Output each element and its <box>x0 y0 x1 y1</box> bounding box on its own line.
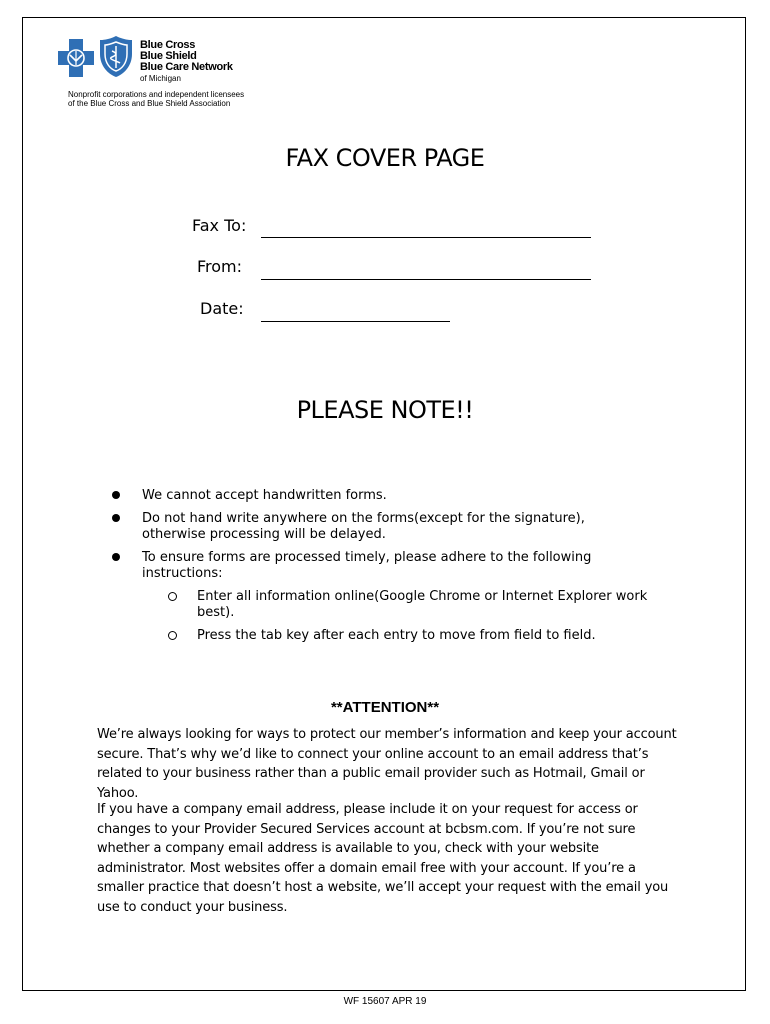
list-item <box>110 550 670 582</box>
blue-cross-icon <box>58 38 94 78</box>
list-item-text: We cannot accept handwritten forms. <box>142 488 387 503</box>
blue-shield-icon <box>98 34 134 78</box>
circle-bullet-icon <box>168 592 177 601</box>
from-label: From: <box>197 257 243 276</box>
bullet-icon <box>112 553 120 561</box>
list-item-text: Do not hand write anywhere on the forms(except for the signature), otherwise processing will be delayed. <box>142 511 585 542</box>
from-field[interactable] <box>261 279 591 280</box>
date-label: Date: <box>200 299 244 318</box>
attention-paragraph-2: If you have a company email address, please include it on your request for access or changes to your Provider Secured Services account at bcbsm.com. If you’re not sure whether a company email address is available to you, check with your website administrator. Most websites offer a domain email free with your account. If you’re a smaller practice that doesn’t host a website, we’ll accept your request with the email you use to conduct your business. <box>97 802 669 915</box>
fax-to-label: Fax To: <box>192 216 247 235</box>
brand-line-4: of Michigan <box>140 74 181 83</box>
sub-list-item <box>110 589 670 621</box>
attention-paragraph-1: We’re always looking for ways to protect our member’s information and keep your account secure. That’s why we’d like to connect your online account to an email address that’s related to your business rather than a public email provider such as Hotmail, Gmail or Yahoo. <box>97 727 677 801</box>
date-field[interactable] <box>261 321 450 322</box>
licensee-statement <box>68 90 244 108</box>
licensee-line-1: Nonprofit corporations and independent licensees <box>68 90 245 99</box>
circle-bullet-icon <box>168 631 177 640</box>
attention-heading: **ATTENTION** <box>330 699 440 716</box>
brand-name <box>140 40 233 84</box>
page-title: FAX COVER PAGE <box>285 144 485 172</box>
sub-list-item-text: Enter all information online(Google Chrome or Internet Explorer work best). <box>197 589 648 620</box>
licensee-line-2: of the Blue Cross and Blue Shield Association <box>68 99 231 108</box>
list-item <box>110 488 670 504</box>
sub-list-item <box>110 628 670 644</box>
list-item-text: To ensure forms are processed timely, please adhere to the following instructions: <box>142 550 592 581</box>
please-note-heading: PLEASE NOTE!! <box>296 396 474 424</box>
fax-to-field[interactable] <box>261 237 591 238</box>
bullet-icon <box>112 491 120 499</box>
brand-line-2: Blue Shield <box>140 50 197 62</box>
bullet-icon <box>112 514 120 522</box>
note-list <box>110 488 670 651</box>
brand-line-1: Blue Cross <box>140 39 196 51</box>
form-number: WF 15607 APR 19 <box>343 996 427 1007</box>
list-item <box>110 511 670 543</box>
sub-list-item-text: Press the tab key after each entry to move from field to field. <box>197 628 596 643</box>
brand-line-3: Blue Care Network <box>140 61 233 73</box>
